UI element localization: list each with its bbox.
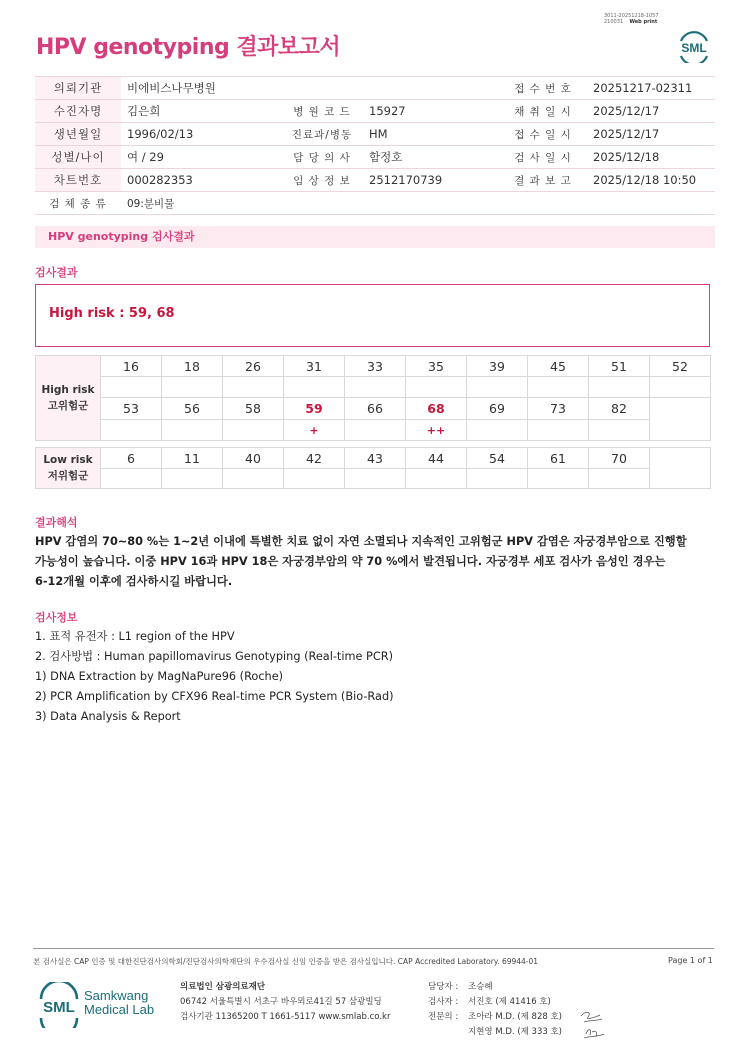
info-value: 함정호 <box>363 146 499 169</box>
result-row <box>36 377 711 398</box>
low-risk-label: Low risk 저위험군 <box>36 448 101 489</box>
result-cell <box>101 420 162 441</box>
result-cell <box>101 469 162 489</box>
info-row <box>35 169 715 192</box>
table-row <box>36 356 711 377</box>
staff-row: 지현영 M.D. (제 333 호) <box>468 1027 563 1037</box>
info-value: 2025/12/17 <box>587 123 715 146</box>
org-info: 의료법인 삼광의료재단 06742 서울특별시 서초구 바우뫼로41길 57 삼광빌딩 검사기관 11365200 T 1661-5117 www.smlab.co.kr <box>180 982 391 1022</box>
interpretation-text: HPV 감염의 70~80 %는 1~2년 이내에 특별한 치료 없이 자연 소멸되나 지속적인 고위험군 HPV 감염은 자궁경부암으로 진행할 가능성이 높습니다. 이중 HPV 16과 HPV 18은 자궁경부암의 약 70 %에서 발견됩니다. 자궁경부 세포 검사가 음성인 경우는 6-12개월 이후에 검사하시길 바랍니다. <box>35 535 687 588</box>
signature-icon <box>578 1008 608 1040</box>
result-cell <box>528 469 589 489</box>
genotype-cell-positive: 59 <box>284 398 345 420</box>
result-cell <box>650 377 711 398</box>
info-row <box>35 77 715 100</box>
info-label: 접 수 번 호 <box>499 77 587 100</box>
info-value: 비에비스나무병원 <box>121 77 499 100</box>
result-cell <box>467 377 528 398</box>
genotype-cell: 52 <box>650 356 711 377</box>
genotype-cell: 18 <box>162 356 223 377</box>
result-cell <box>345 377 406 398</box>
genotype-cell: 16 <box>101 356 162 377</box>
result-text: High risk : 59, 68 <box>49 306 175 321</box>
footer-divider <box>33 948 714 949</box>
result-cell <box>162 420 223 441</box>
info-label: 의뢰기관 <box>35 77 121 100</box>
genotype-cell: 44 <box>406 448 467 469</box>
info-label: 담 당 의 사 <box>281 146 363 169</box>
genotype-cell: 66 <box>345 398 406 420</box>
specimen-value: 09:분비물 <box>121 192 715 215</box>
table-row <box>36 448 711 469</box>
info-label: 수진자명 <box>35 100 121 123</box>
result-cell <box>162 377 223 398</box>
specimen-label: 검 체 종 류 <box>35 192 121 215</box>
genotype-cell: 56 <box>162 398 223 420</box>
print-code <box>604 13 659 25</box>
page-number: Page 1 of 1 <box>668 956 713 965</box>
print-code-line2: 210031 Web print <box>604 19 658 25</box>
empty-cell <box>650 448 711 489</box>
staff-row: 담당자 : 조승혜 <box>428 982 493 992</box>
footer-logo-text: SML <box>43 999 75 1016</box>
genotype-cell: 43 <box>345 448 406 469</box>
info-label: 성별/나이 <box>35 146 121 169</box>
empty-cell <box>650 398 711 441</box>
sml-logo-icon <box>676 27 712 63</box>
genotype-cell: 26 <box>223 356 284 377</box>
result-mark: ++ <box>406 420 467 441</box>
staff-list <box>428 980 562 1040</box>
test-info-text: 1. 표적 유전자 : L1 region of the HPV 2. 검사방법 : Human papillomavirus Genotyping (Real-time PCR) 1) DNA Extraction by MagNaPure96 (Roche) 2) PCR Amplification by CFX96 Real-time PCR System (Bio-Rad) 3) Data Analysis & Report <box>35 630 394 723</box>
info-value: 1996/02/13 <box>121 123 281 146</box>
info-row <box>35 146 715 169</box>
info-value: 김은희 <box>121 100 281 123</box>
result-cell <box>284 469 345 489</box>
result-cell <box>101 377 162 398</box>
genotype-cell-positive: 68 <box>406 398 467 420</box>
genotype-cell: 69 <box>467 398 528 420</box>
result-mark: + <box>284 420 345 441</box>
result-cell <box>284 377 345 398</box>
genotype-cell: 61 <box>528 448 589 469</box>
info-label: 접 수 일 시 <box>499 123 587 146</box>
result-label: 검사결과 <box>35 266 78 279</box>
genotype-cell: 58 <box>223 398 284 420</box>
result-cell <box>223 469 284 489</box>
info-value: 2512170739 <box>363 169 499 192</box>
info-label: 생년월일 <box>35 123 121 146</box>
samkwang-logo-icon <box>36 982 82 1028</box>
genotype-cell: 54 <box>467 448 528 469</box>
genotype-cell: 6 <box>101 448 162 469</box>
info-label: 결 과 보 고 <box>499 169 587 192</box>
genotype-cell: 40 <box>223 448 284 469</box>
genotype-cell: 51 <box>589 356 650 377</box>
info-row <box>35 100 715 123</box>
result-cell <box>345 420 406 441</box>
info-label: 임 상 정 보 <box>281 169 363 192</box>
result-cell <box>223 377 284 398</box>
genotype-cell: 70 <box>589 448 650 469</box>
result-cell <box>528 420 589 441</box>
result-cell <box>467 469 528 489</box>
interpretation-label: 결과해석 <box>35 516 78 529</box>
high-risk-table <box>35 355 711 441</box>
info-label: 채 취 일 시 <box>499 100 587 123</box>
genotype-cell: 33 <box>345 356 406 377</box>
genotype-cell: 45 <box>528 356 589 377</box>
info-value: HM <box>363 123 499 146</box>
report-title: HPV genotyping 결과보고서 <box>36 35 341 60</box>
result-box <box>35 284 710 347</box>
section-heading: HPV genotyping 검사결과 <box>35 226 715 248</box>
table-row <box>36 398 711 420</box>
info-value: 15927 <box>363 100 499 123</box>
samkwang-wordmark: Samkwang Medical Lab <box>84 988 155 1017</box>
result-row <box>36 420 711 441</box>
info-row <box>35 192 715 215</box>
result-cell <box>345 469 406 489</box>
result-cell <box>589 469 650 489</box>
low-risk-table <box>35 447 711 489</box>
result-cell <box>589 377 650 398</box>
genotype-cell: 31 <box>284 356 345 377</box>
info-value: 20251217-02311 <box>587 77 715 100</box>
patient-info-table <box>35 76 715 215</box>
info-label: 진료과/병동 <box>281 123 363 146</box>
info-row <box>35 123 715 146</box>
staff-row: 검사자 : 서진호 (제 41416 호) <box>428 997 551 1007</box>
info-label: 병 원 코 드 <box>281 100 363 123</box>
info-label: 차트번호 <box>35 169 121 192</box>
result-cell <box>589 420 650 441</box>
test-info-label: 검사정보 <box>35 611 78 624</box>
genotype-cell: 53 <box>101 398 162 420</box>
info-value: 2025/12/18 10:50 <box>587 169 715 192</box>
result-cell <box>467 420 528 441</box>
high-risk-label: High risk 고위험군 <box>36 356 101 441</box>
info-value: 여 / 29 <box>121 146 281 169</box>
info-label: 검 사 일 시 <box>499 146 587 169</box>
result-row <box>36 469 711 489</box>
staff-row: 전문의 : 조아라 M.D. (제 828 호) <box>428 1012 563 1022</box>
genotype-cell: 42 <box>284 448 345 469</box>
info-value: 000282353 <box>121 169 281 192</box>
logo-text: SML <box>681 41 707 55</box>
genotype-cell: 82 <box>589 398 650 420</box>
print-code-line1: 3011-20251218-1057 <box>604 13 659 19</box>
genotype-cell: 35 <box>406 356 467 377</box>
accreditation-note: 본 검사실은 CAP 인증 및 대한진단검사의학회/진단검사의학재단의 우수검사실 신임 인증을 받은 검사실입니다. CAP Accredited Laboratory. 69944-01 <box>33 957 539 966</box>
result-cell <box>223 420 284 441</box>
result-cell <box>406 469 467 489</box>
info-value: 2025/12/18 <box>587 146 715 169</box>
result-cell <box>406 377 467 398</box>
result-cell <box>162 469 223 489</box>
genotype-cell: 11 <box>162 448 223 469</box>
info-value: 2025/12/17 <box>587 100 715 123</box>
genotype-cell: 73 <box>528 398 589 420</box>
result-cell <box>528 377 589 398</box>
genotype-cell: 39 <box>467 356 528 377</box>
